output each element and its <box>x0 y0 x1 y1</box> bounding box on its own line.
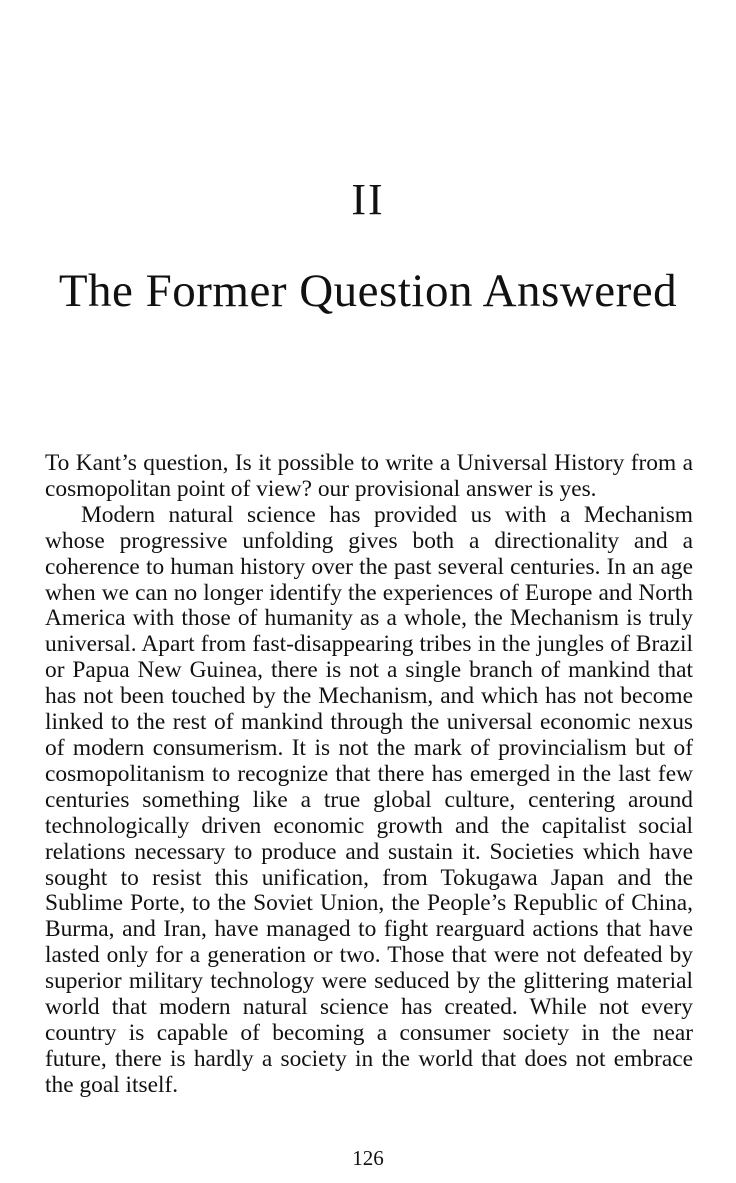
paragraph-1: To Kant’s question, Is it possible to write a Universal History from a cosmopolitan point of view? our provisional answer is yes. <box>45 450 693 502</box>
chapter-number: II <box>351 175 385 224</box>
body-text <box>45 451 693 1099</box>
page-number: 126 <box>352 1146 384 1170</box>
chapter-title: The Former Question Answered <box>58 265 678 317</box>
paragraph-2: Modern natural science has provided us with a Mechanism whose progressive unfolding gives both a directionality and a coherence to human history over the past several centuries. In an age when we can no longer identify the experiences of Europe and North America with those of humanity as a whole, the Mechanism is truly universal. Apart from fast-disappearing tribes in the jungles of Brazil or Papua New Guinea, there is not a single branch of mankind that has not been touched by the Mechanism, and which has not become linked to the rest of mankind through the universal economic nexus of modern consumerism. It is not the mark of provincialism but of cosmopolitanism to recognize that there has emerged in the last few centuries something like a true global culture, centering around technologically driven economic growth and the capitalist social relations necessary to produce and sustain it. Societies which have sought to resist this unification, from Tokugawa Japan and the Sublime Porte, to the Soviet Union, the People’s Republic of China, Burma, and Iran, have managed to fight rearguard actions that have lasted only for a generation or two. Those that were not defeated by superior military technology were seduced by the glittering material world that modern natural science has created. While not every country is capable of becoming a consumer society in the near future, there is hardly a society in the world that does not embrace the goal itself. <box>45 501 693 1098</box>
